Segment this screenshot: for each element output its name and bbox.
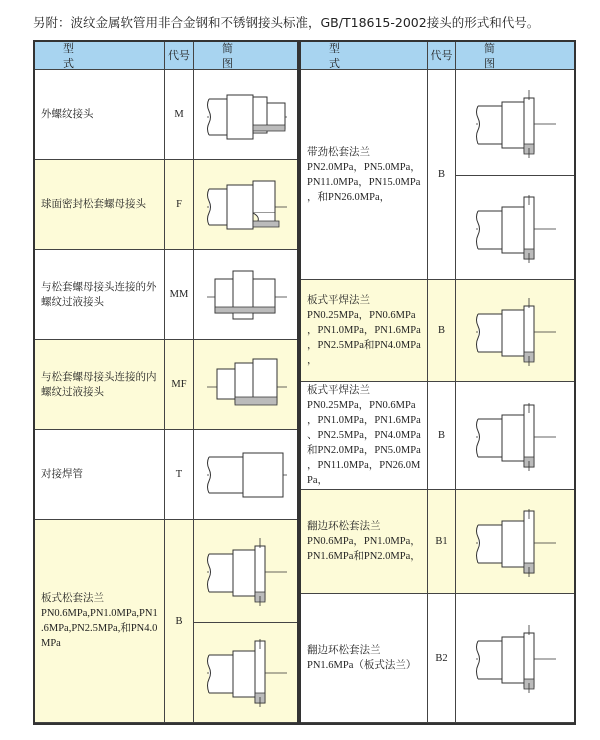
type-name: 与松套螺母接头连接的内螺纹过液接头 (41, 371, 157, 398)
row-diagram (456, 280, 574, 382)
fitting-diagram (203, 85, 289, 145)
row-code: B (428, 382, 456, 490)
header-diagram: 简 图 (456, 42, 574, 70)
row-code: MF (165, 340, 194, 430)
type-name: 翻边环松套法兰 (307, 521, 381, 532)
header-code: 代号 (165, 42, 194, 70)
row-code: B (165, 520, 194, 723)
row-type (35, 70, 165, 160)
row-type (301, 594, 428, 723)
row-type (35, 250, 165, 340)
fitting-diagram (472, 296, 558, 366)
fitting-diagram (472, 623, 558, 693)
row-code: B (428, 70, 456, 280)
row-diagram (456, 70, 574, 280)
type-name: 板式松套法兰 (41, 593, 104, 604)
type-spec: PN1.6MPa（板式法兰） (307, 660, 417, 671)
header-code: 代号 (428, 42, 456, 70)
row-diagram (456, 594, 574, 723)
right-table (299, 40, 576, 725)
type-spec: PN0.25MPa，PN0.6MPa，PN1.0MPa，PN1.6MPa、PN2.5MPa，PN4.0MPa和PN2.0MPa，PN5.0MPa，PN11.0MPa，PN26.0MPa， (307, 400, 421, 486)
row-type (301, 490, 428, 594)
row-code: T (165, 430, 194, 520)
row-diagram (194, 430, 297, 520)
row-code: F (165, 160, 194, 250)
type-name: 带劲松套法兰 (307, 146, 370, 158)
type-name: 翻边环松套法兰 (307, 645, 381, 656)
header-diagram: 简 图 (194, 42, 297, 70)
row-code: B1 (428, 490, 456, 594)
row-type (35, 430, 165, 520)
row-type (35, 160, 165, 250)
row-type (301, 70, 428, 280)
fitting-diagram (203, 175, 289, 235)
row-diagram (194, 520, 297, 723)
fitting-diagram (203, 355, 289, 415)
type-name: 与松套螺母接头连接的外螺纹过液接头 (41, 281, 157, 308)
type-name: 板式平焊法兰 (307, 385, 370, 396)
fitting-diagram (203, 445, 289, 505)
type-name: 对接焊管 (41, 469, 83, 480)
fitting-diagram (194, 622, 297, 724)
fitting-diagram (472, 401, 558, 471)
row-diagram (194, 70, 297, 160)
row-code: B (428, 280, 456, 382)
row-diagram (194, 250, 297, 340)
row-type (35, 340, 165, 430)
row-type (301, 382, 428, 490)
row-diagram (456, 382, 574, 490)
fitting-diagram (456, 70, 574, 176)
row-diagram (194, 340, 297, 430)
row-diagram (194, 160, 297, 250)
header-type: 型 式 (35, 42, 165, 70)
row-type (35, 520, 165, 723)
fitting-diagram (456, 175, 574, 280)
type-spec: PN0.6MPa，PN1.0MPa，PN1.6MPa和PN2.0MPa， (307, 536, 421, 562)
type-spec: PN0.6MPa,PN1.0MPa,PN1.6MPa,PN2.5MPa,和PN4.0MPa (41, 608, 158, 649)
fitting-diagram (194, 520, 297, 623)
header-type: 型 式 (301, 42, 428, 70)
row-code: M (165, 70, 194, 160)
page-title: 另附：波纹金属软管用非合金钢和不锈钢接头标准，GB/T18615-2002接头的形式和代号。 (33, 15, 540, 30)
type-name: 外螺纹接头 (41, 109, 94, 120)
fitting-diagram (203, 265, 289, 325)
fitting-diagram (472, 507, 558, 577)
type-name: 球面密封松套螺母接头 (41, 199, 146, 210)
type-spec: PN2.0MPa，PN5.0MPa，PN11.0MPa，PN15.0MPa，和PN26.0MPa， (307, 161, 421, 203)
row-code: B2 (428, 594, 456, 723)
type-spec: PN0.25MPa，PN0.6MPa，PN1.0MPa，PN1.6MPa，PN2.5MPa和PN4.0MPa， (307, 310, 421, 366)
type-name: 板式平焊法兰 (307, 295, 370, 306)
row-diagram (456, 490, 574, 594)
row-type (301, 280, 428, 382)
left-table (33, 40, 299, 725)
row-code: MM (165, 250, 194, 340)
